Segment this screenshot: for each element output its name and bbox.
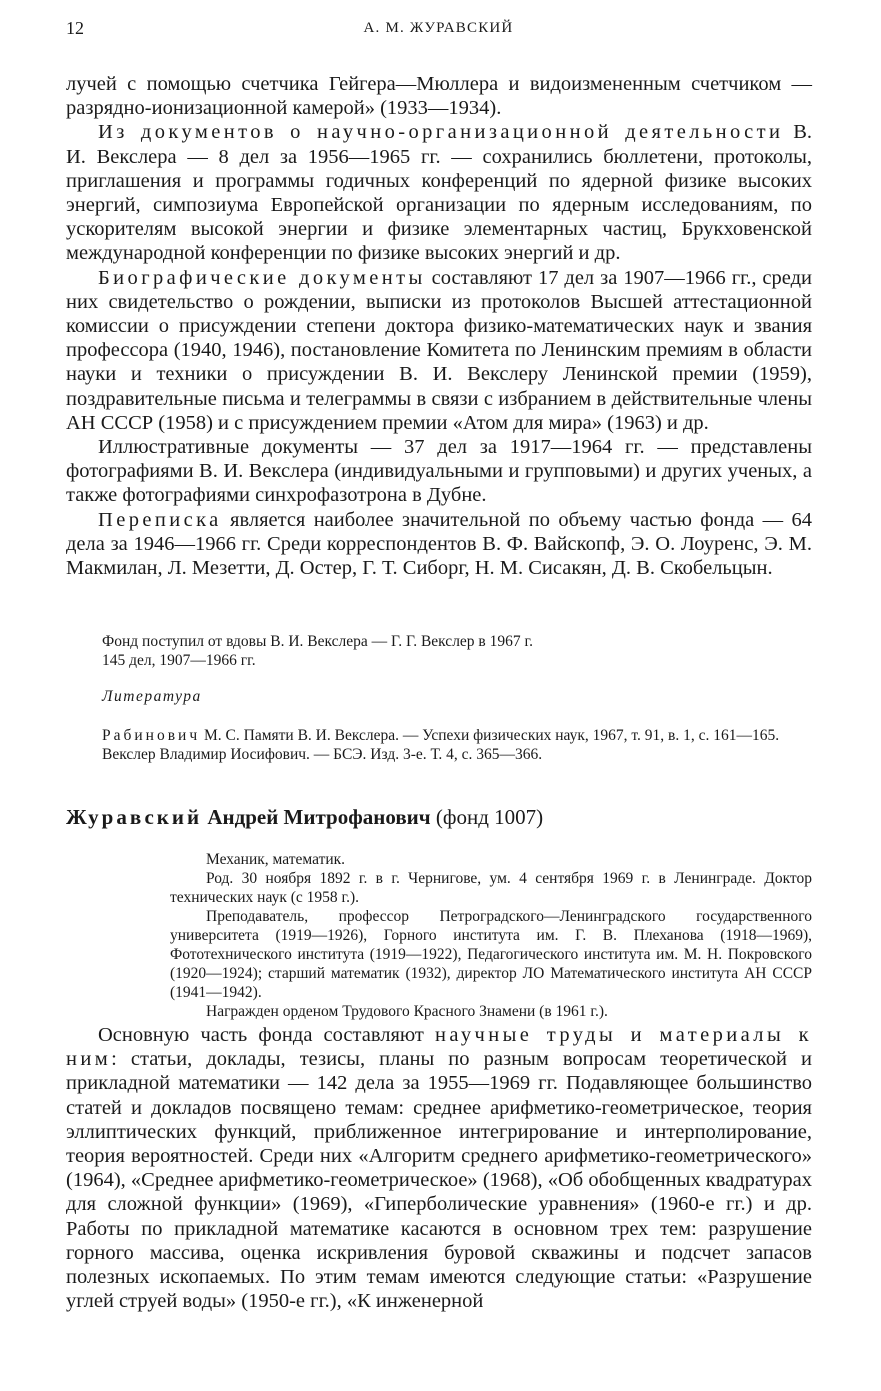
fond-surname: Журавский (66, 805, 203, 829)
fond-number: (фонд 1007) (430, 805, 544, 829)
section-vexler-fond (66, 72, 812, 580)
literature-list (66, 726, 812, 764)
fond-person-name: Андрей Митрофанович (202, 805, 431, 829)
literature-heading: Литература (102, 688, 202, 705)
literature-text: М. С. Памяти В. И. Векслера. — Успехи физических наук, 1967, т. 91, в. 1, с. 161—165. (200, 727, 780, 744)
literature-author: Рабинович (102, 727, 201, 744)
fond-heading (66, 804, 812, 830)
fond-biography (170, 850, 812, 1021)
paragraph-text: является наиболее значительной по объему частью фонда — 64 дела за 1946—1966 гг. Среди корреспондентов В. Ф. Вайскопф, Э. О. Лоуренс, Э. М. Макмилан, Л. Мезетти, Д. Остер, Г. Т. Сиборг, Н. М. Сисакян, Д. В. Скобельцын. (66, 508, 812, 580)
paragraph-text: Основную часть фонда составляют (98, 1024, 436, 1046)
fond-note-line: Фонд поступил от вдовы В. И. Векслера — Г. Г. Векслер в 1967 г. (102, 633, 533, 650)
bio-line: Награжден орденом Трудового Красного Знамени (в 1961 г.). (206, 1003, 608, 1020)
bio-line: Механик, математик. (206, 851, 346, 868)
paragraph-organizational-docs (66, 120, 812, 265)
fond-note (66, 632, 812, 670)
spaced-lead: Биографические документы (98, 266, 426, 289)
paragraph-text: составляют 17 дел за 1907—1966 гг., среди них свидетельство о рождении, выписки из протоколов Высшей аттестационной комиссии о присуждении степени доктора физико-математических наук и звания профессора (1940, 1946), постановление Комитета по Ленинским премиям в области науки и техники о присуждении В. И. Векслеру Ленинской премии (1959), поздравительные письма и телеграммы в связи с избранием в действительные члены АН СССР (1958) и с присуждением премии «Атом для мира» (1963) и др. (66, 266, 812, 434)
paragraph-text: В. И. Векслера — 8 дел за 1956—1965 гг. — сохранились бюллетени, протоколы, приглашения и программы годичных конференций по ядерной физике высоких энергий, симпозиума Европейской организации по ядерным исследованиям, по ускорителям высокой энергии и физике элементарных частиц, Брукховенской международной конференции по физике высоких энергий и др. (66, 121, 812, 265)
literature-item (66, 726, 812, 745)
running-title: А. М. ЖУРАВСКИЙ (363, 20, 514, 36)
literature-item: Векслер Владимир Иосифович. — БСЭ. Изд. 3-е. Т. 4, с. 365—366. (102, 746, 543, 763)
paragraph-main-part (66, 1023, 812, 1313)
spaced-lead: научные труды и материалы к ним (66, 1024, 812, 1071)
literature-heading-block (66, 688, 812, 706)
spaced-lead: Переписка (98, 508, 222, 531)
paragraph-text: : статьи, доклады, тезисы, планы по разным вопросам теоретической и прикладной математики — 142 дела за 1955—1969 гг. Подавляющее большинство статей и докладов посвящено темам: среднее арифметико-геометрическое, теория эллиптических функций, приближенное интегрирование и интерполирование, теория вероятностей. Среди них «Алгоритм среднего арифметико-геометрического» (1964), «Среднее арифметико-геометрическое» (1968), «Об обобщенных квадратурах для сложной функции» (1969), «Гиперболические уравнения» (1960-е гг.) и др. Работы по прикладной математике касаются в основном трех тем: разрушение горного массива, оценка искривления буровой скважины и подсчет запасов полезных ископаемых. По этим темам имеются следующие статьи: «Разрушение углей струей воды» (1950-е гг.), «К инженерной (66, 1048, 812, 1313)
spaced-lead: Из документов о научно-организационной деятельности (98, 121, 784, 144)
fond-note-line: 145 дел, 1907—1966 гг. (102, 652, 256, 669)
paragraph-biographical-docs (66, 266, 812, 435)
running-header (66, 16, 811, 42)
section-zhuravsky-fond (66, 1023, 812, 1313)
page-number: 12 (66, 18, 84, 38)
bio-line: Преподаватель, профессор Петроградского—Ленинградского государственного университета (1919—1926), Горного института им. Г. В. Плеханова (1918—1969), Фототехнического института (1919—1922), Педагогического института им. М. Н. Покровского (1920—1924); старший математик (1932), директор ЛО Математического института АН СССР (1941—1942). (170, 908, 812, 1001)
paragraph-continuation: лучей с помощью счетчика Гейгера—Мюллера и видоизмененным счетчиком — разрядно-ионизационной камерой» (1933—1934). (66, 73, 812, 120)
bio-line: Род. 30 ноября 1892 г. в г. Чернигове, ум. 4 сентября 1969 г. в Ленинграде. Доктор технических наук (с 1958 г.). (170, 870, 812, 906)
paragraph-illustrative-docs: Иллюстративные документы — 37 дел за 1917—1964 гг. — представлены фотографиями В. И. Векслера (индивидуальными и групповыми) и других ученых, а также фотографиями синхрофазотрона в Дубне. (66, 436, 812, 507)
paragraph-correspondence (66, 508, 812, 581)
